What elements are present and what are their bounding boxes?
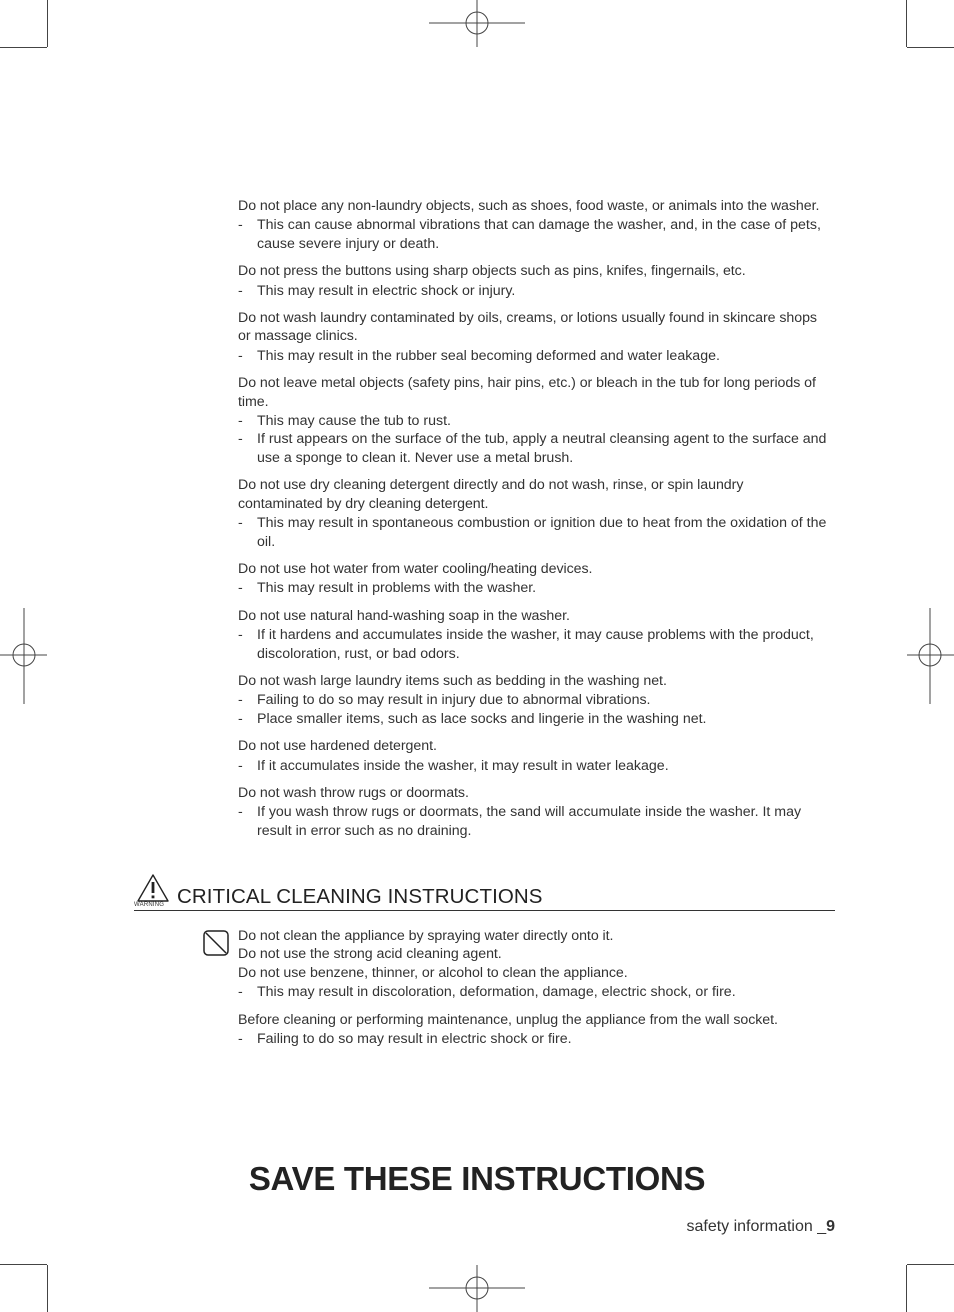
warning-triangle-icon xyxy=(137,873,169,903)
footer-section: safety information _ xyxy=(686,1218,827,1235)
registration-mark xyxy=(428,1264,526,1312)
precaution-item xyxy=(238,197,830,253)
precaution-item xyxy=(238,927,830,1002)
consequence-bullet: - This may cause the tub to rust. xyxy=(238,412,830,430)
precaution-item xyxy=(238,1011,830,1049)
precaution-text: Do not place any non-laundry objects, such as shoes, food waste, or animals into the washer. xyxy=(238,198,820,214)
warning-label: WARNING xyxy=(134,902,165,908)
precaution-text: Do not wash laundry contaminated by oils, creams, or lotions usually found in skincare shops or massage clinics. xyxy=(238,310,817,345)
precaution-text: Do not use the strong acid cleaning agent. xyxy=(238,946,502,963)
prohibition-icon xyxy=(203,930,229,956)
consequence-list xyxy=(238,626,830,663)
save-instructions-title: SAVE THESE INSTRUCTIONS xyxy=(248,1160,706,1197)
precaution-item xyxy=(238,784,830,840)
consequence-bullet: - If it hardens and accumulates inside the washer, it may cause problems with the product, discoloration, rust, or bad odors. xyxy=(238,626,830,663)
crop-mark xyxy=(906,0,907,47)
registration-mark xyxy=(428,0,526,48)
consequence-bullet: - This may result in spontaneous combustion or ignition due to heat from the oxidation of the oil. xyxy=(238,514,830,551)
consequence-list xyxy=(238,757,830,775)
consequence-bullet: - If you wash throw rugs or doormats, the sand will accumulate inside the washer. It may result in error such as no draining. xyxy=(238,803,830,840)
precaution-text: Do not use dry cleaning detergent directly and do not wash, rinse, or spin laundry contaminated by dry cleaning detergent. xyxy=(238,477,744,512)
consequence-list xyxy=(238,1030,830,1048)
consequence-bullet: - Failing to do so may result in injury due to abnormal vibrations. xyxy=(238,691,830,709)
precaution-text: Do not leave metal objects (safety pins, hair pins, etc.) or bleach in the tub for long periods of time. xyxy=(238,375,816,410)
crop-mark xyxy=(907,47,954,48)
consequence-bullet: - This may result in discoloration, deformation, damage, electric shock, or fire. xyxy=(238,983,830,1001)
precaution-item xyxy=(238,309,830,365)
consequence-list xyxy=(238,216,830,253)
precaution-item xyxy=(238,374,830,467)
consequence-list xyxy=(238,282,830,300)
consequence-bullet: - If it accumulates inside the washer, it may result in water leakage. xyxy=(238,757,830,775)
critical-cleaning-list xyxy=(238,927,830,1057)
crop-mark xyxy=(47,1265,48,1312)
precaution-item xyxy=(238,262,830,300)
consequence-bullet: - Failing to do so may result in electric shock or fire. xyxy=(238,1030,830,1048)
consequence-list xyxy=(238,412,830,467)
crop-mark xyxy=(0,47,47,48)
precaution-text: Do not wash throw rugs or doormats. xyxy=(238,784,469,801)
crop-mark xyxy=(906,1265,907,1312)
consequence-bullet: - This may result in problems with the washer. xyxy=(238,579,830,597)
precaution-text: Do not use benzene, thinner, or alcohol to clean the appliance. xyxy=(238,964,628,981)
consequence-bullet: - If rust appears on the surface of the tub, apply a neutral cleansing agent to the surface and use a sponge to clean it. Never use a metal brush. xyxy=(238,430,830,467)
precaution-text: Do not clean the appliance by spraying water directly onto it. xyxy=(238,928,614,944)
precaution-item xyxy=(238,476,830,551)
consequence-list xyxy=(238,347,830,365)
section-title: CRITICAL CLEANING INSTRUCTIONS xyxy=(177,885,543,908)
consequence-bullet: - This may result in electric shock or injury. xyxy=(238,282,830,300)
consequence-list xyxy=(238,514,830,551)
precaution-text: Before cleaning or performing maintenance, unplug the appliance from the wall socket. xyxy=(238,1011,778,1028)
consequence-list xyxy=(238,691,830,728)
precaution-item xyxy=(238,607,830,663)
crop-mark xyxy=(907,1264,954,1265)
precaution-text: Do not use natural hand-washing soap in the washer. xyxy=(238,607,570,624)
precautions-list xyxy=(238,197,830,849)
precaution-text: Do not wash large laundry items such as bedding in the washing net. xyxy=(238,672,667,689)
registration-mark xyxy=(906,607,954,705)
consequence-bullet: - Place smaller items, such as lace socks and lingerie in the washing net. xyxy=(238,710,830,728)
precaution-item xyxy=(238,672,830,728)
consequence-bullet: - This may result in the rubber seal becoming deformed and water leakage. xyxy=(238,347,830,365)
consequence-bullet: - This can cause abnormal vibrations that can damage the washer, and, in the case of pets, cause severe injury or death. xyxy=(238,216,830,253)
crop-mark xyxy=(0,1264,47,1265)
consequence-list xyxy=(238,983,830,1001)
consequence-list xyxy=(238,579,830,597)
precaution-text: Do not press the buttons using sharp objects such as pins, knifes, fingernails, etc. xyxy=(238,263,746,280)
consequence-list xyxy=(238,803,830,840)
critical-section-header xyxy=(134,872,835,911)
registration-mark xyxy=(0,607,48,705)
precaution-item xyxy=(238,737,830,775)
page-footer xyxy=(686,1218,835,1236)
precaution-item xyxy=(238,560,830,598)
precaution-text: Do not use hot water from water cooling/heating devices. xyxy=(238,560,593,577)
precaution-text: Do not use hardened detergent. xyxy=(238,738,437,755)
page-number: 9 xyxy=(826,1218,835,1235)
crop-mark xyxy=(47,0,48,47)
